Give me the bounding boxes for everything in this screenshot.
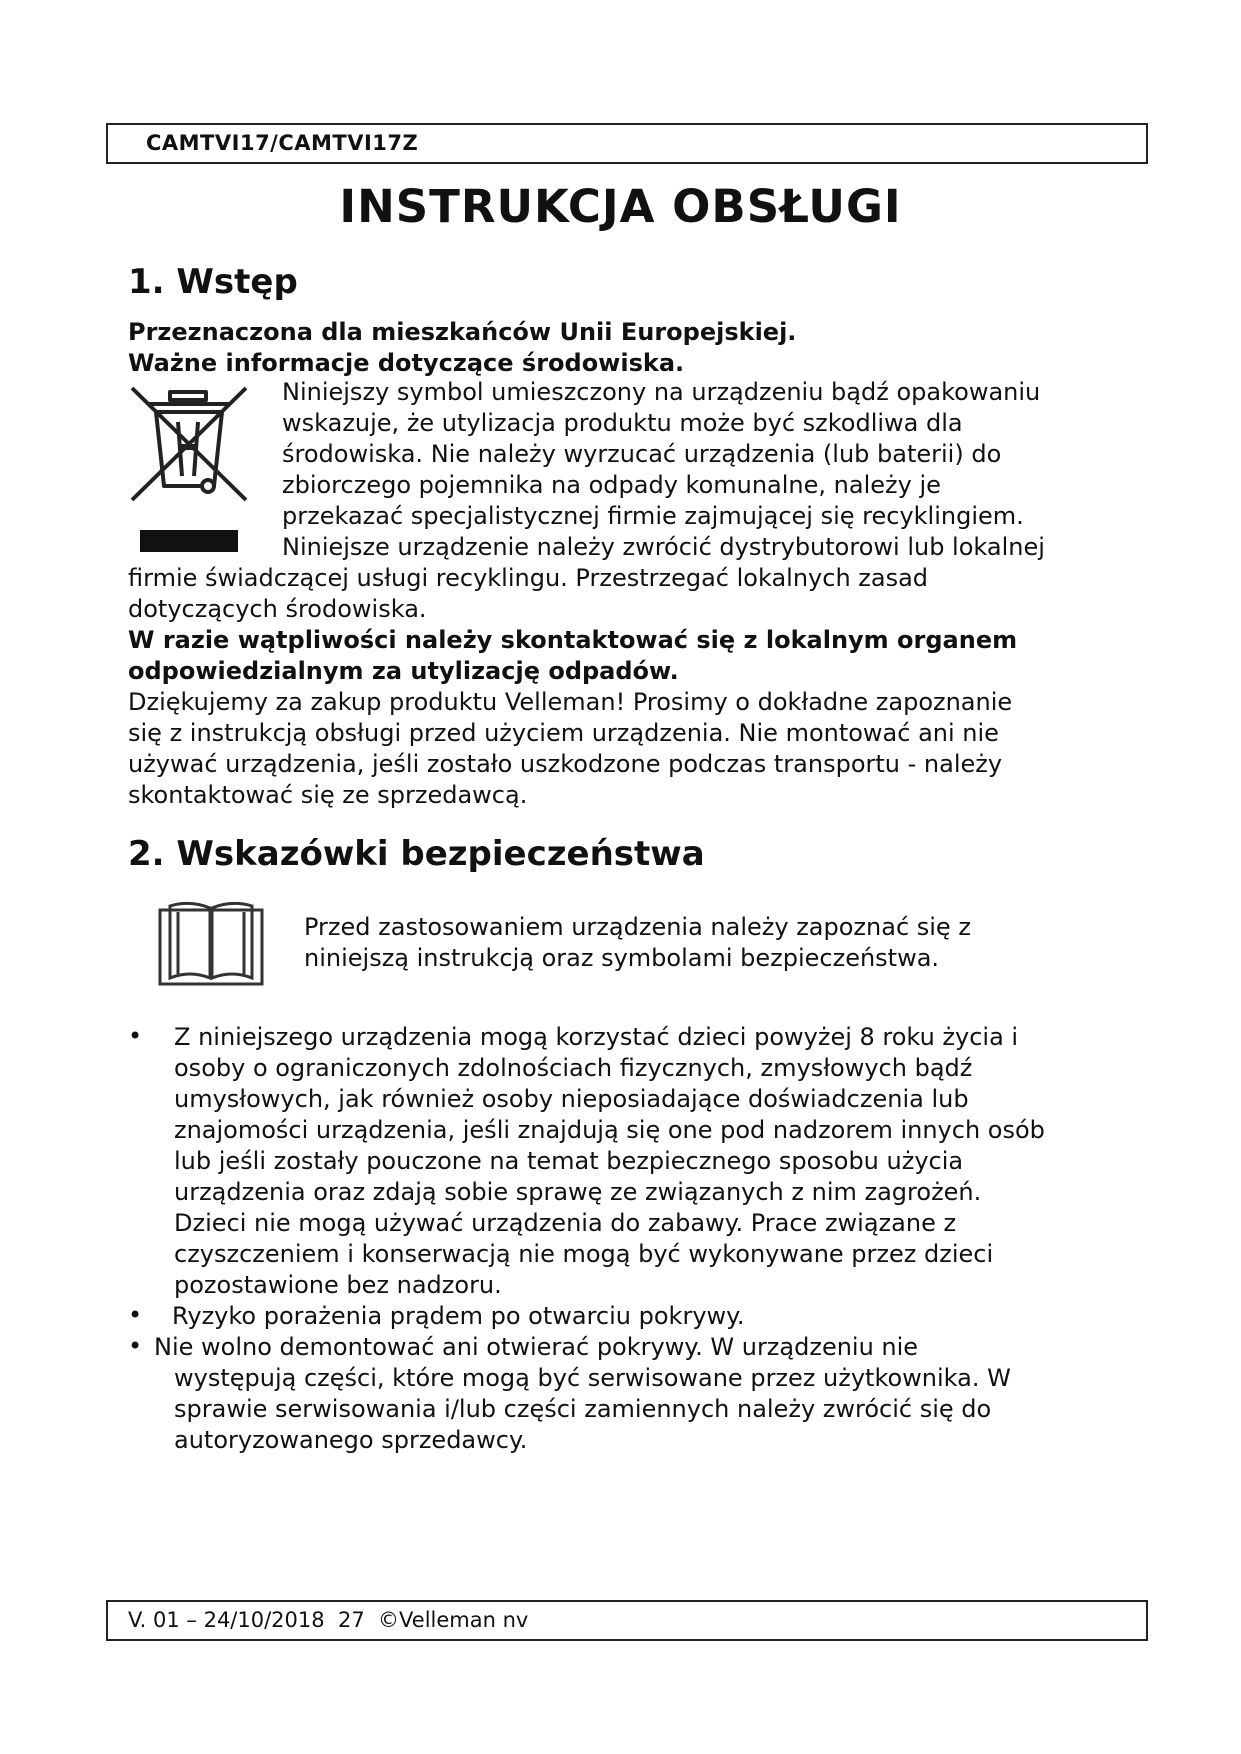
manual-note-line: niniejszą instrukcją oraz symbolami bezpieczeństwa. <box>304 944 940 972</box>
thanks-line: się z instrukcją obsługi przed użyciem urządzenia. Nie montować ani nie <box>128 719 999 747</box>
bullet-1-line: lub jeśli zostały pouczone na temat bezpiecznego sposobu użycia <box>174 1147 964 1175</box>
bullet-1-line: osoby o ograniczonych zdolnościach fizycznych, zmysłowych bądź <box>174 1054 973 1082</box>
version-date-copyright: V. 01 – 24/10/2018 27 ©Velleman nv <box>128 1608 529 1632</box>
thanks-line: używać urządzenia, jeśli zostało uszkodzone podczas transportu - należy <box>128 750 1003 778</box>
bullet-3-line: występują części, które mogą być serwisowane przez użytkownika. W <box>174 1364 1011 1392</box>
bullet-1-line: znajomości urządzenia, jeśli znajdują się one pod nadzorem innych osób <box>174 1116 1045 1144</box>
bullet-1-line: urządzenia oraz zdają sobie sprawę ze związanych z nim zagrożeń. <box>174 1178 982 1206</box>
section-2-heading: 2. Wskazówki bezpieczeństwa <box>128 834 705 874</box>
bullet-1-line: Dzieci nie mogą używać urządzenia do zabawy. Prace związane z <box>174 1209 957 1237</box>
bullet-3-line: sprawie serwisowania i/lub części zamiennych należy zwrócić się do <box>174 1395 992 1423</box>
bullet-3-line: Nie wolno demontować ani otwierać pokrywy. W urządzeniu nie <box>154 1333 919 1361</box>
weee-text-line: Niniejszy symbol umieszczony na urządzeniu bądź opakowaniu <box>282 378 1041 406</box>
read-manual-book-icon <box>156 898 266 988</box>
weee-text-line: Niniejsze urządzenie należy zwrócić dystrybutorowi lub lokalnej <box>282 533 1045 561</box>
weee-text-line: przekazać specjalistycznej firmie zajmującej się recyklingiem. <box>282 502 1024 530</box>
bullet-1-line: Z niniejszego urządzenia mogą korzystać dzieci powyżej 8 roku życia i <box>174 1023 1019 1051</box>
header-box <box>106 123 1148 164</box>
bullet-1-line: umysłowych, jak również osoby nieposiadające doświadczenia lub <box>174 1085 969 1113</box>
weee-text-line: wskazuje, że utylizacja produktu może być szkodliwa dla <box>282 409 963 437</box>
weee-text-line: środowiska. Nie należy wyrzucać urządzenia (lub baterii) do <box>282 440 1002 468</box>
footer-box <box>106 1600 1148 1641</box>
bullet-dot: • <box>128 1301 143 1329</box>
doubt-contact-line: odpowiedzialnym za utylizację odpadów. <box>128 657 679 685</box>
bullet-dot: • <box>128 1332 143 1360</box>
thanks-line: skontaktować się ze sprzedawcą. <box>128 781 528 809</box>
section-1-heading: 1. Wstęp <box>128 262 298 302</box>
manual-note-line: Przed zastosowaniem urządzenia należy zapoznać się z <box>304 913 971 941</box>
bullet-dot: • <box>128 1022 143 1050</box>
weee-continued-line: firmie świadczącej usługi recyklingu. Przestrzegać lokalnych zasad <box>128 564 929 592</box>
bullet-2-line: Ryzyko porażenia prądem po otwarciu pokrywy. <box>172 1302 745 1330</box>
weee-text-line: zbiorczego pojemnika na odpady komunalne, należy je <box>282 471 941 499</box>
weee-bin-icon <box>128 382 252 558</box>
eu-residents-line: Przeznaczona dla mieszkańców Unii Europejskiej. <box>128 318 797 346</box>
model-number: CAMTVI17/CAMTVI17Z <box>146 131 419 155</box>
bullet-3-line: autoryzowanego sprzedawcy. <box>174 1426 528 1454</box>
bullet-1-line: czyszczeniem i konserwacją nie mogą być wykonywane przez dzieci <box>174 1240 994 1268</box>
thanks-line: Dziękujemy za zakup produktu Velleman! Prosimy o dokładne zapoznanie <box>128 688 1013 716</box>
document-title: INSTRUKCJA OBSŁUGI <box>339 180 902 233</box>
doubt-contact-line: W razie wątpliwości należy skontaktować się z lokalnym organem <box>128 626 1018 654</box>
weee-continued-line: dotyczących środowiska. <box>128 595 427 623</box>
bullet-1-line: pozostawione bez nadzoru. <box>174 1271 502 1299</box>
environment-info-line: Ważne informacje dotyczące środowiska. <box>128 349 685 377</box>
